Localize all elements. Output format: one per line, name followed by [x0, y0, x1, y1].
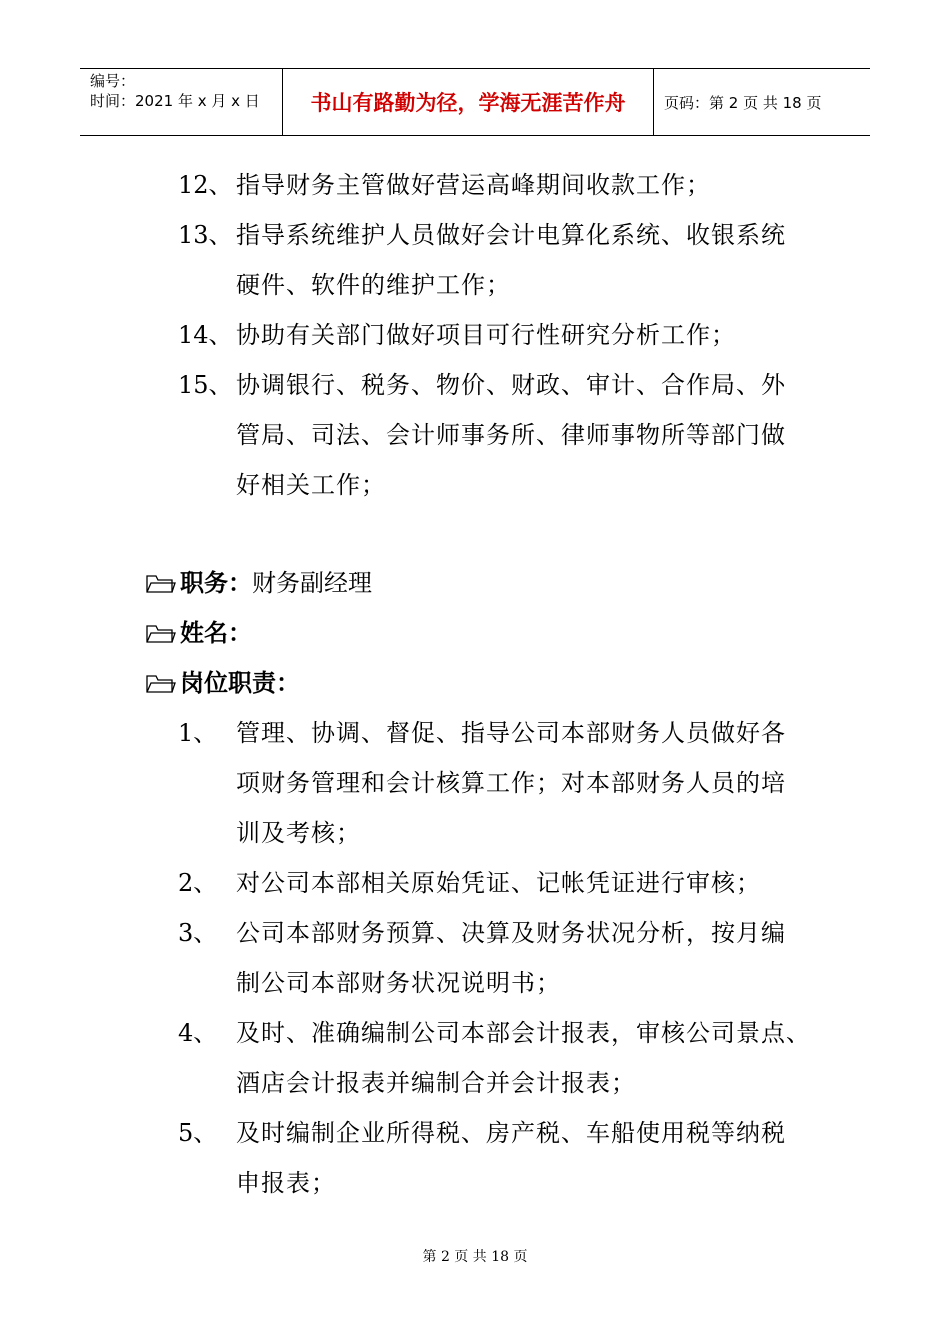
document-number: 编号：	[90, 72, 136, 90]
header-meta	[80, 69, 282, 135]
duties-heading	[146, 658, 300, 708]
list-item-text: 管理、协调、督促、指导公司本部财务人员做好各	[236, 719, 786, 747]
list-item-text: 制公司本部财务状况说明书；	[236, 969, 561, 997]
list-item-text: 对公司本部相关原始凭证、记帐凭证进行审核；	[236, 869, 761, 897]
position-label: 职务：	[180, 569, 252, 597]
name-heading	[146, 608, 252, 658]
page-header	[80, 68, 870, 136]
list-item-text: 协助有关部门做好项目可行性研究分析工作；	[236, 321, 736, 349]
position-heading	[146, 558, 372, 608]
position-value: 财务副经理	[252, 569, 372, 597]
list-item-text: 指导系统维护人员做好会计电算化系统、收银系统	[236, 221, 786, 249]
list-item-text: 管局、司法、会计师事务所、律师事物所等部门做	[236, 421, 786, 449]
list-number: 1、	[178, 719, 218, 747]
list-number: 13、	[178, 221, 233, 249]
folder-icon	[146, 622, 176, 644]
list-number: 15、	[178, 371, 233, 399]
document-date: 时间：2021 年 x 月 x 日	[90, 92, 260, 110]
folder-icon	[146, 672, 176, 694]
list-number: 14、	[178, 321, 233, 349]
list-item-text: 及时编制企业所得税、房产税、车船使用税等纳税	[236, 1119, 786, 1147]
list-item-text: 项财务管理和会计核算工作；对本部财务人员的培	[236, 769, 786, 797]
list-item-text: 硬件、软件的维护工作；	[236, 271, 511, 299]
header-page-info: 页码：第 2 页 共 18 页	[664, 93, 822, 112]
page-footer: 第 2 页 共 18 页	[422, 1249, 528, 1265]
list-number: 4、	[178, 1019, 218, 1047]
name-label: 姓名：	[180, 619, 252, 647]
list-item-text: 酒店会计报表并编制合并会计报表；	[236, 1069, 636, 1097]
list-item-text: 申报表；	[236, 1169, 336, 1197]
list-number: 12、	[178, 171, 233, 199]
header-slogan-cell	[282, 69, 654, 135]
duties-label: 岗位职责：	[180, 669, 300, 697]
list-item-text: 指导财务主管做好营运高峰期间收款工作；	[236, 171, 711, 199]
list-number: 2、	[178, 869, 218, 897]
list-item-text: 公司本部财务预算、决算及财务状况分析，按月编	[236, 919, 786, 947]
folder-icon	[146, 572, 176, 594]
list-number: 5、	[178, 1119, 218, 1147]
list-item-text: 及时、准确编制公司本部会计报表，审核公司景点、	[236, 1019, 811, 1047]
list-item-text: 协调银行、税务、物价、财政、审计、合作局、外	[236, 371, 786, 399]
list-number: 3、	[178, 919, 218, 947]
list-item-text: 好相关工作；	[236, 471, 386, 499]
header-slogan: 书山有路勤为径，学海无涯苦作舟	[310, 91, 626, 115]
list-item-text: 训及考核；	[236, 819, 361, 847]
